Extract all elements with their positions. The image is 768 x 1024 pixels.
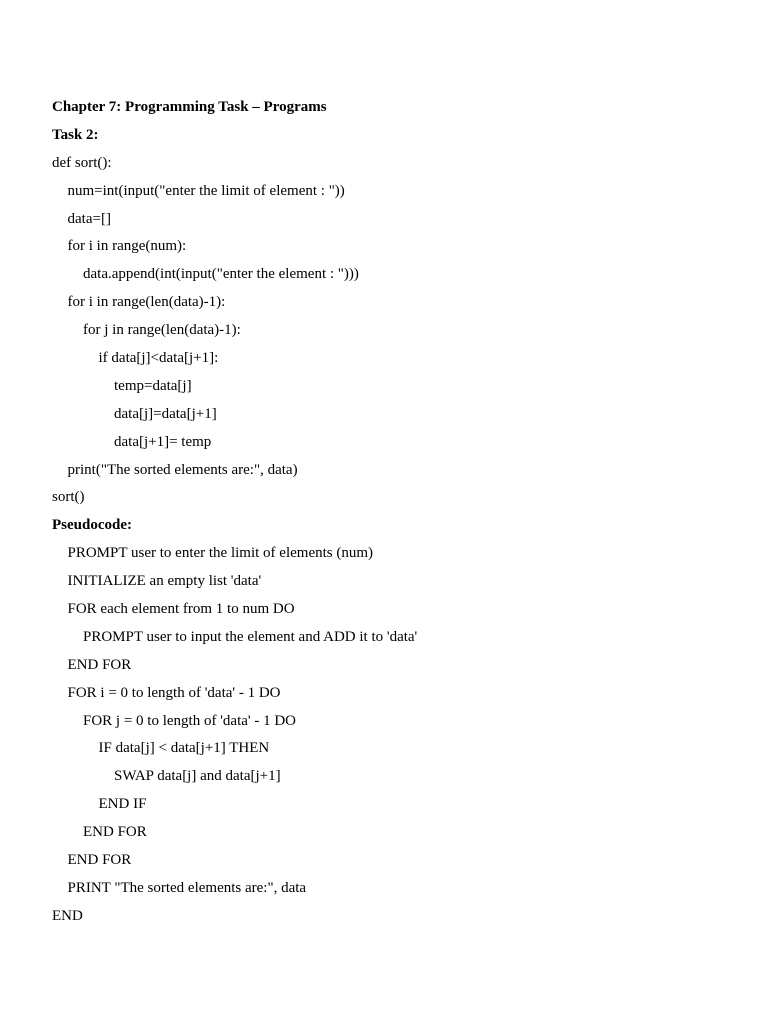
pseudocode-line: END IF — [98, 796, 147, 813]
code-line: for i in range(num): — [67, 238, 187, 255]
pseudocode-line: PROMPT user to input the element and ADD it to 'data' — [83, 628, 418, 645]
pseudocode-line: PROMPT user to enter the limit of elements (num) — [67, 545, 374, 562]
code-line: data=[] — [67, 210, 111, 227]
code-line: data[j]=data[j+1] — [114, 405, 217, 422]
pseudocode-line: IF data[j] < data[j+1] THEN — [98, 740, 270, 757]
code-line: data[j+1]= temp — [114, 433, 212, 450]
code-line: print("The sorted elements are:", data) — [67, 461, 298, 478]
pseudocode-line: FOR each element from 1 to num DO — [67, 601, 295, 618]
pseudocode-line: END FOR — [83, 824, 147, 841]
code-line: for j in range(len(data)-1): — [83, 322, 241, 339]
code-line: for i in range(len(data)-1): — [67, 294, 226, 311]
task-label: Task 2: — [52, 126, 99, 143]
document-content — [52, 94, 732, 931]
code-line: data.append(int(input("enter the element : "))) — [83, 266, 359, 283]
code-line: temp=data[j] — [114, 377, 192, 394]
code-line: num=int(input("enter the limit of element : ")) — [67, 182, 345, 199]
pseudocode-line: INITIALIZE an empty list 'data' — [67, 573, 262, 590]
pseudocode-line: SWAP data[j] and data[j+1] — [114, 768, 281, 785]
pseudocode-line: FOR j = 0 to length of 'data' - 1 DO — [83, 712, 297, 729]
pseudocode-line: END — [52, 907, 83, 924]
code-line: sort() — [52, 489, 85, 506]
pseudocode-line: END FOR — [67, 852, 132, 869]
pseudocode-label: Pseudocode: — [52, 517, 132, 534]
code-line: def sort(): — [52, 154, 112, 171]
chapter-heading: Chapter 7: Programming Task – Programs — [52, 99, 327, 115]
pseudocode-line: PRINT "The sorted elements are:", data — [67, 879, 307, 896]
pseudocode-line: FOR i = 0 to length of 'data' - 1 DO — [67, 684, 281, 701]
pseudocode-line: END FOR — [67, 656, 132, 673]
code-line: if data[j]<data[j+1]: — [98, 350, 219, 367]
